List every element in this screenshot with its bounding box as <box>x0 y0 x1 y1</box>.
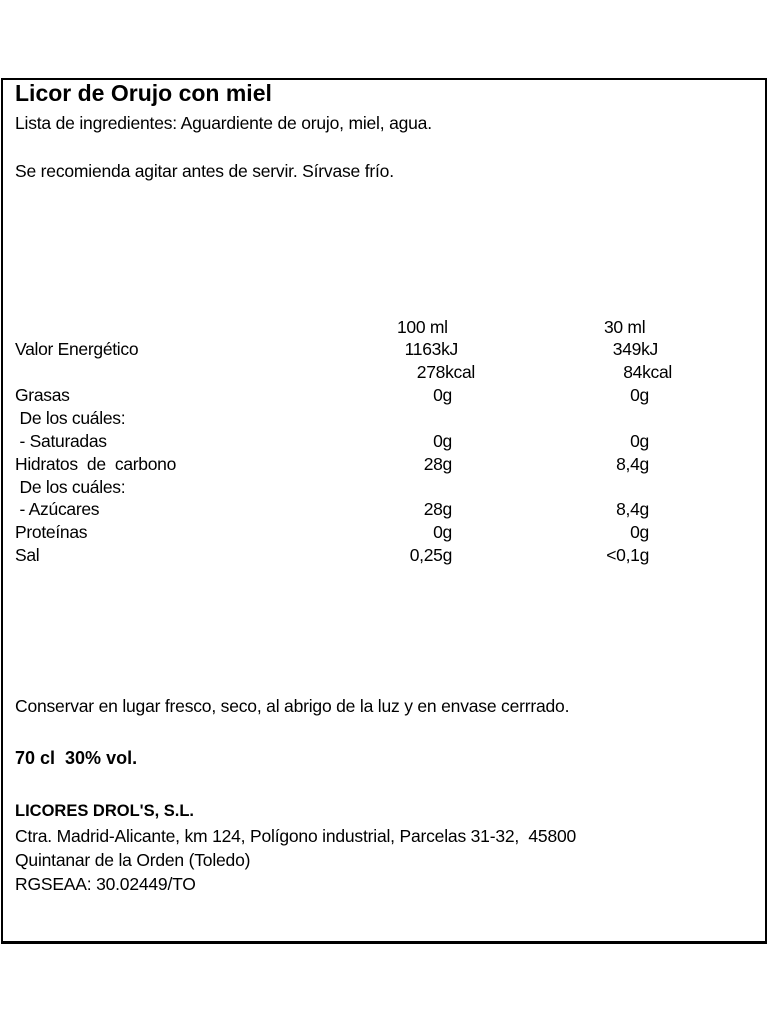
nutrient-name: Hidratos de carbono <box>15 454 177 474</box>
nutrient-name: - Azúcares <box>15 499 100 519</box>
column-header-100ml: 100 ml <box>397 317 448 337</box>
table-row <box>0 545 767 568</box>
storage-instructions: Conservar en lugar fresco, seco, al abrigo de la luz y en envase cerrrado. <box>15 696 570 716</box>
value-100ml: 28g <box>423 454 452 474</box>
column-header-30ml: 30 ml <box>604 317 646 337</box>
value-100ml: 1163kJ <box>404 339 458 359</box>
value-100ml: 0g <box>433 522 452 542</box>
table-row <box>0 431 767 454</box>
producer-address-line2: Quintanar de la Orden (Toledo) <box>15 850 251 870</box>
table-row <box>0 339 767 362</box>
table-row <box>0 408 767 431</box>
value-30ml: 8,4g <box>616 454 649 474</box>
value-30ml: 84kcal <box>623 362 672 382</box>
nutrient-name: Proteínas <box>15 522 88 542</box>
value-30ml: 0g <box>630 385 649 405</box>
value-100ml: 28g <box>423 499 452 519</box>
value-100ml: 0g <box>433 385 452 405</box>
value-30ml: 8,4g <box>616 499 649 519</box>
nutrient-name: De los cuáles: <box>15 477 126 497</box>
value-30ml: <0,1g <box>606 545 649 565</box>
nutrient-name: - Saturadas <box>15 431 107 451</box>
table-row <box>0 385 767 408</box>
value-100ml: 0,25g <box>409 545 452 565</box>
value-30ml: 0g <box>630 431 649 451</box>
nutrient-name: Sal <box>15 545 40 565</box>
serving-advice: Se recomienda agitar antes de servir. Sírvase frío. <box>15 161 394 181</box>
producer-name: LICORES DROL'S, S.L. <box>15 802 195 820</box>
producer-registry: RGSEAA: 30.02449/TO <box>15 874 196 894</box>
table-row <box>0 477 767 500</box>
value-30ml: 0g <box>630 522 649 542</box>
value-30ml: 349kJ <box>612 339 658 359</box>
table-row <box>0 362 767 385</box>
nutrient-name: Grasas <box>15 385 70 405</box>
value-100ml: 0g <box>433 431 452 451</box>
table-row <box>0 522 767 545</box>
value-100ml: 278kcal <box>416 362 475 382</box>
table-row <box>0 499 767 522</box>
volume-alcohol: 70 cl 30% vol. <box>15 748 138 768</box>
nutrient-name: De los cuáles: <box>15 408 126 428</box>
ingredients-list: Lista de ingredientes: Aguardiente de orujo, miel, agua. <box>15 113 432 133</box>
table-row <box>0 454 767 477</box>
producer-address-line1: Ctra. Madrid-Alicante, km 124, Polígono industrial, Parcelas 31-32, 45800 <box>15 826 577 846</box>
nutrient-name: Valor Energético <box>15 339 139 359</box>
product-title: Licor de Orujo con miel <box>15 80 272 106</box>
